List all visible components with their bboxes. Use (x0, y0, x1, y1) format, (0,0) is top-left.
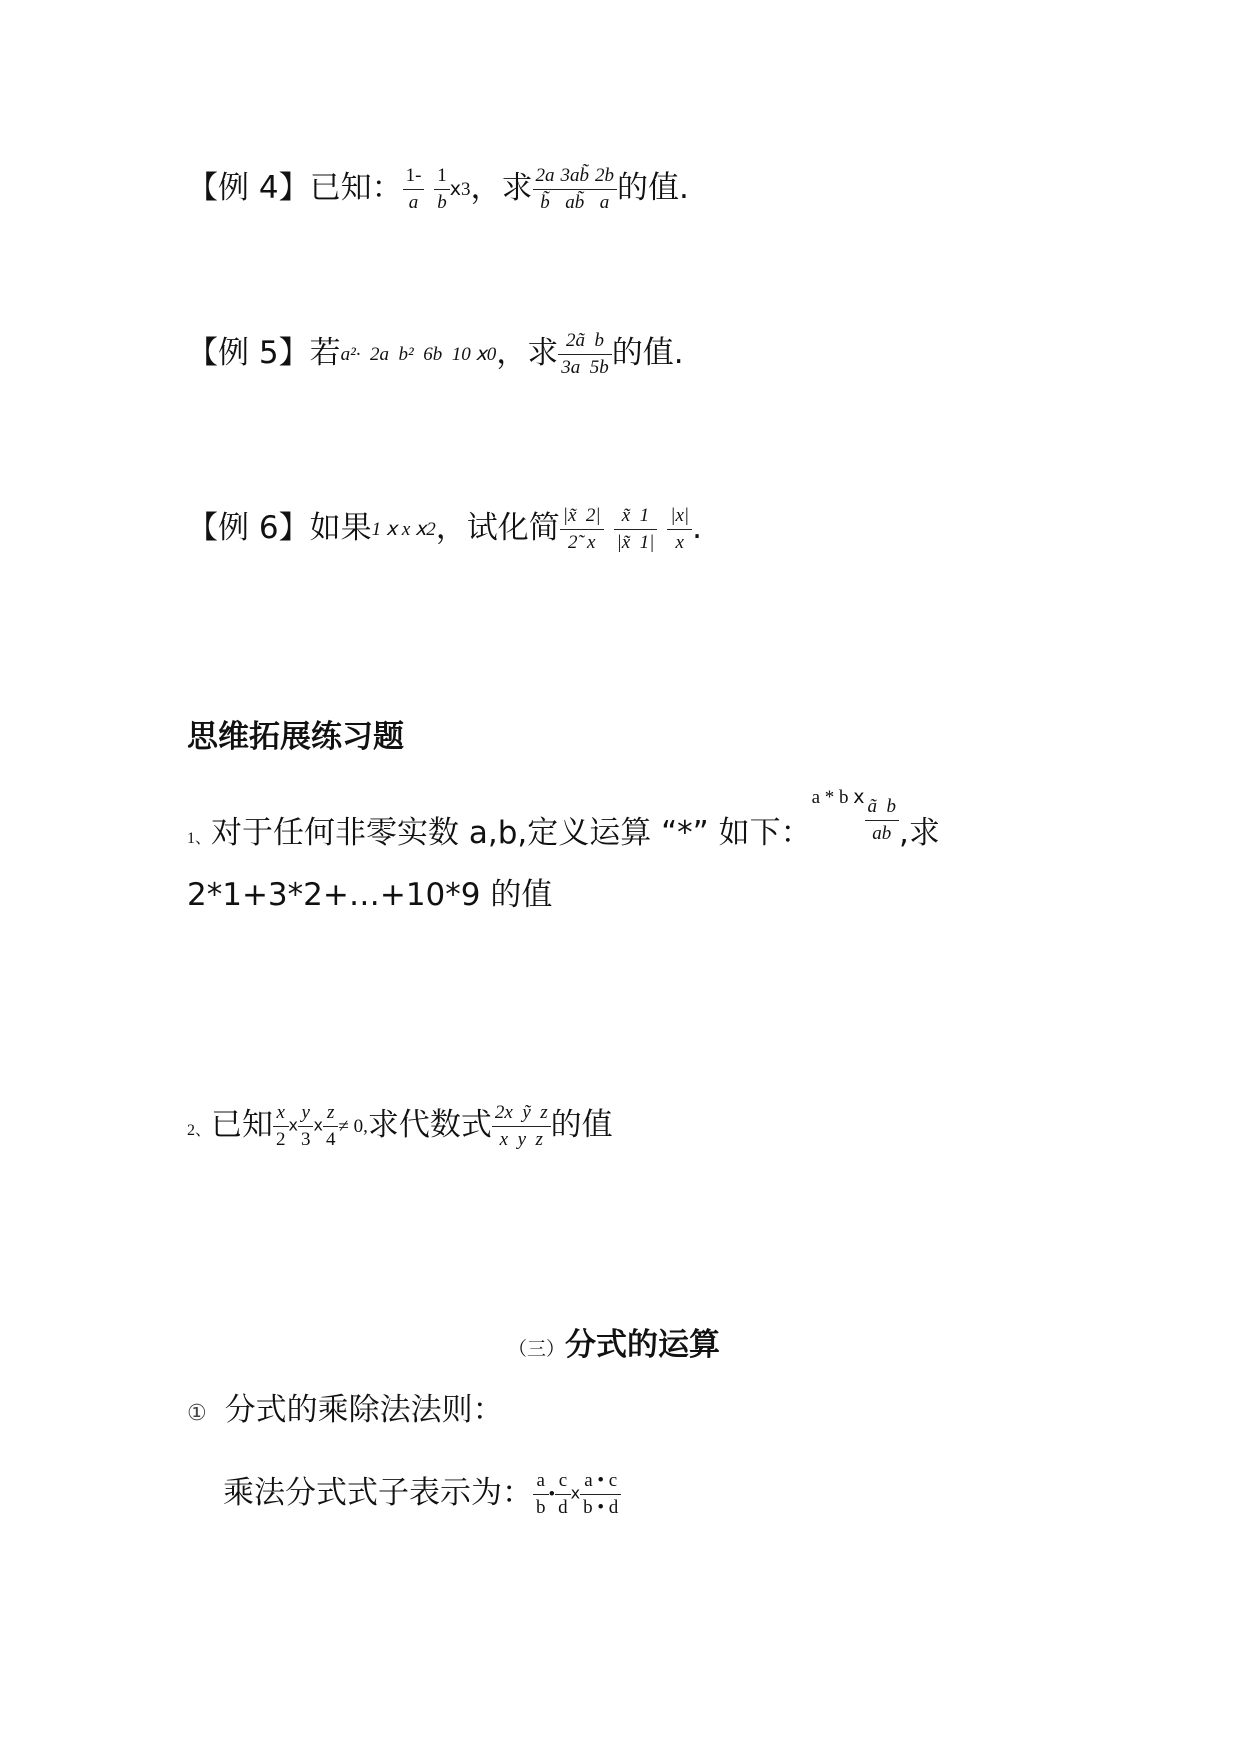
part-3-heading (508, 1327, 721, 1363)
fraction: $\frac{z}{4}$ (323, 1102, 339, 1151)
fraction: $\frac{1}{b}$ (434, 165, 450, 214)
fraction: $\frac{3ab̃}{ab̃}$ (558, 165, 593, 214)
example-4-line (187, 165, 689, 214)
fraction: $\frac{y}{3}$ (298, 1102, 314, 1151)
fraction: $\frac{c}{d}$ (555, 1470, 571, 1519)
part-prefix: （三） (508, 1339, 566, 1360)
fraction: $\frac{\text{2ã b}}{3a 5b}$ (558, 330, 612, 379)
equation: a²· 2a b² 6b 10 ⅹ0 (340, 343, 497, 365)
question-number: 2、 (187, 1121, 212, 1139)
example-5-label: 【例 5】若 (187, 334, 341, 371)
fraction: $\frac{\text{2x ỹ z}}{\text{x y z}}$ (492, 1102, 551, 1151)
fraction: $\frac{|x̃ 2|}{2̃ x}$ (560, 505, 604, 554)
circled-one-marker: ① (187, 1401, 207, 1426)
not-equal: ≠ 0, (338, 1115, 368, 1137)
ask-text: ，求 (470, 169, 533, 206)
mid-text: 求代数式 (367, 1106, 492, 1143)
part-title: 分式的运算 (565, 1327, 721, 1363)
example-6-label: 【例 6】如果 (187, 509, 372, 546)
equation-rhs: ⅹ3 (449, 178, 471, 200)
inequality: 1 ⅹ x ⅹ2 (371, 518, 436, 540)
example-5-line (187, 330, 684, 379)
question-2-label: 已知 (211, 1106, 274, 1143)
question-1-line-2: 2*1+3*2+…+10*9 的值 (187, 877, 553, 913)
question-1-text: 对于任何非零实数 a,b,定义运算 “*” 如下： (211, 814, 812, 851)
question-number: 1、 (187, 829, 212, 847)
fraction: $\frac{1-}{a}$ (403, 165, 425, 214)
multiplication-line: 乘法分式式子表示为： $\frac{a}{b}$ • $\frac{c}{d}$ ⅹ $\frac{a • c}{b • d}$ (223, 1470, 621, 1519)
example-6-line (187, 505, 702, 554)
tail-text: ,求 (899, 814, 940, 851)
fraction: $\frac{x̃ 1}{|x̃ 1|}$ (614, 505, 658, 554)
tail-text: 的值. (611, 334, 684, 371)
question-2-line: 2、已知 $\frac{x}{2}$ ⅹ $\frac{y}{3}$ ⅹ $\frac{z}{4}$ ≠ 0,求代数式 $\frac{\text{2x ỹ z}}{\text{x y z}}$ 的值 (187, 1102, 613, 1150)
example-4-label: 【例 4】已知： (187, 169, 403, 206)
rule-1-line (187, 1392, 504, 1428)
question-1-line (187, 787, 940, 859)
ask-text: ，试化简 (435, 509, 560, 546)
fraction: $\frac{x}{2}$ (273, 1102, 289, 1151)
fraction: $\frac{a}{b}$ (533, 1470, 549, 1519)
fraction: $\frac{\text{ã b}}{ab}$ (865, 796, 900, 845)
tail-text: 的值 (550, 1106, 613, 1143)
tail-text: . (692, 509, 702, 546)
multiplication-label: 乘法分式式子表示为： (223, 1474, 533, 1511)
fraction: $\frac{a • c}{b • d}$ (580, 1470, 621, 1519)
fraction: $\frac{2a}{b̃}$ (533, 165, 558, 214)
tail-text: 的值. (617, 169, 689, 206)
rule-1-text: 分式的乘除法法则： (224, 1392, 504, 1428)
ask-text: ，求 (496, 334, 559, 371)
fraction: $\frac{2b}{a}$ (592, 165, 617, 214)
section-heading: 思维拓展练习题 (187, 719, 404, 755)
fraction: $\frac{|x|}{x}$ (667, 505, 692, 554)
definition-lhs: a * b ⅹ (811, 787, 865, 808)
